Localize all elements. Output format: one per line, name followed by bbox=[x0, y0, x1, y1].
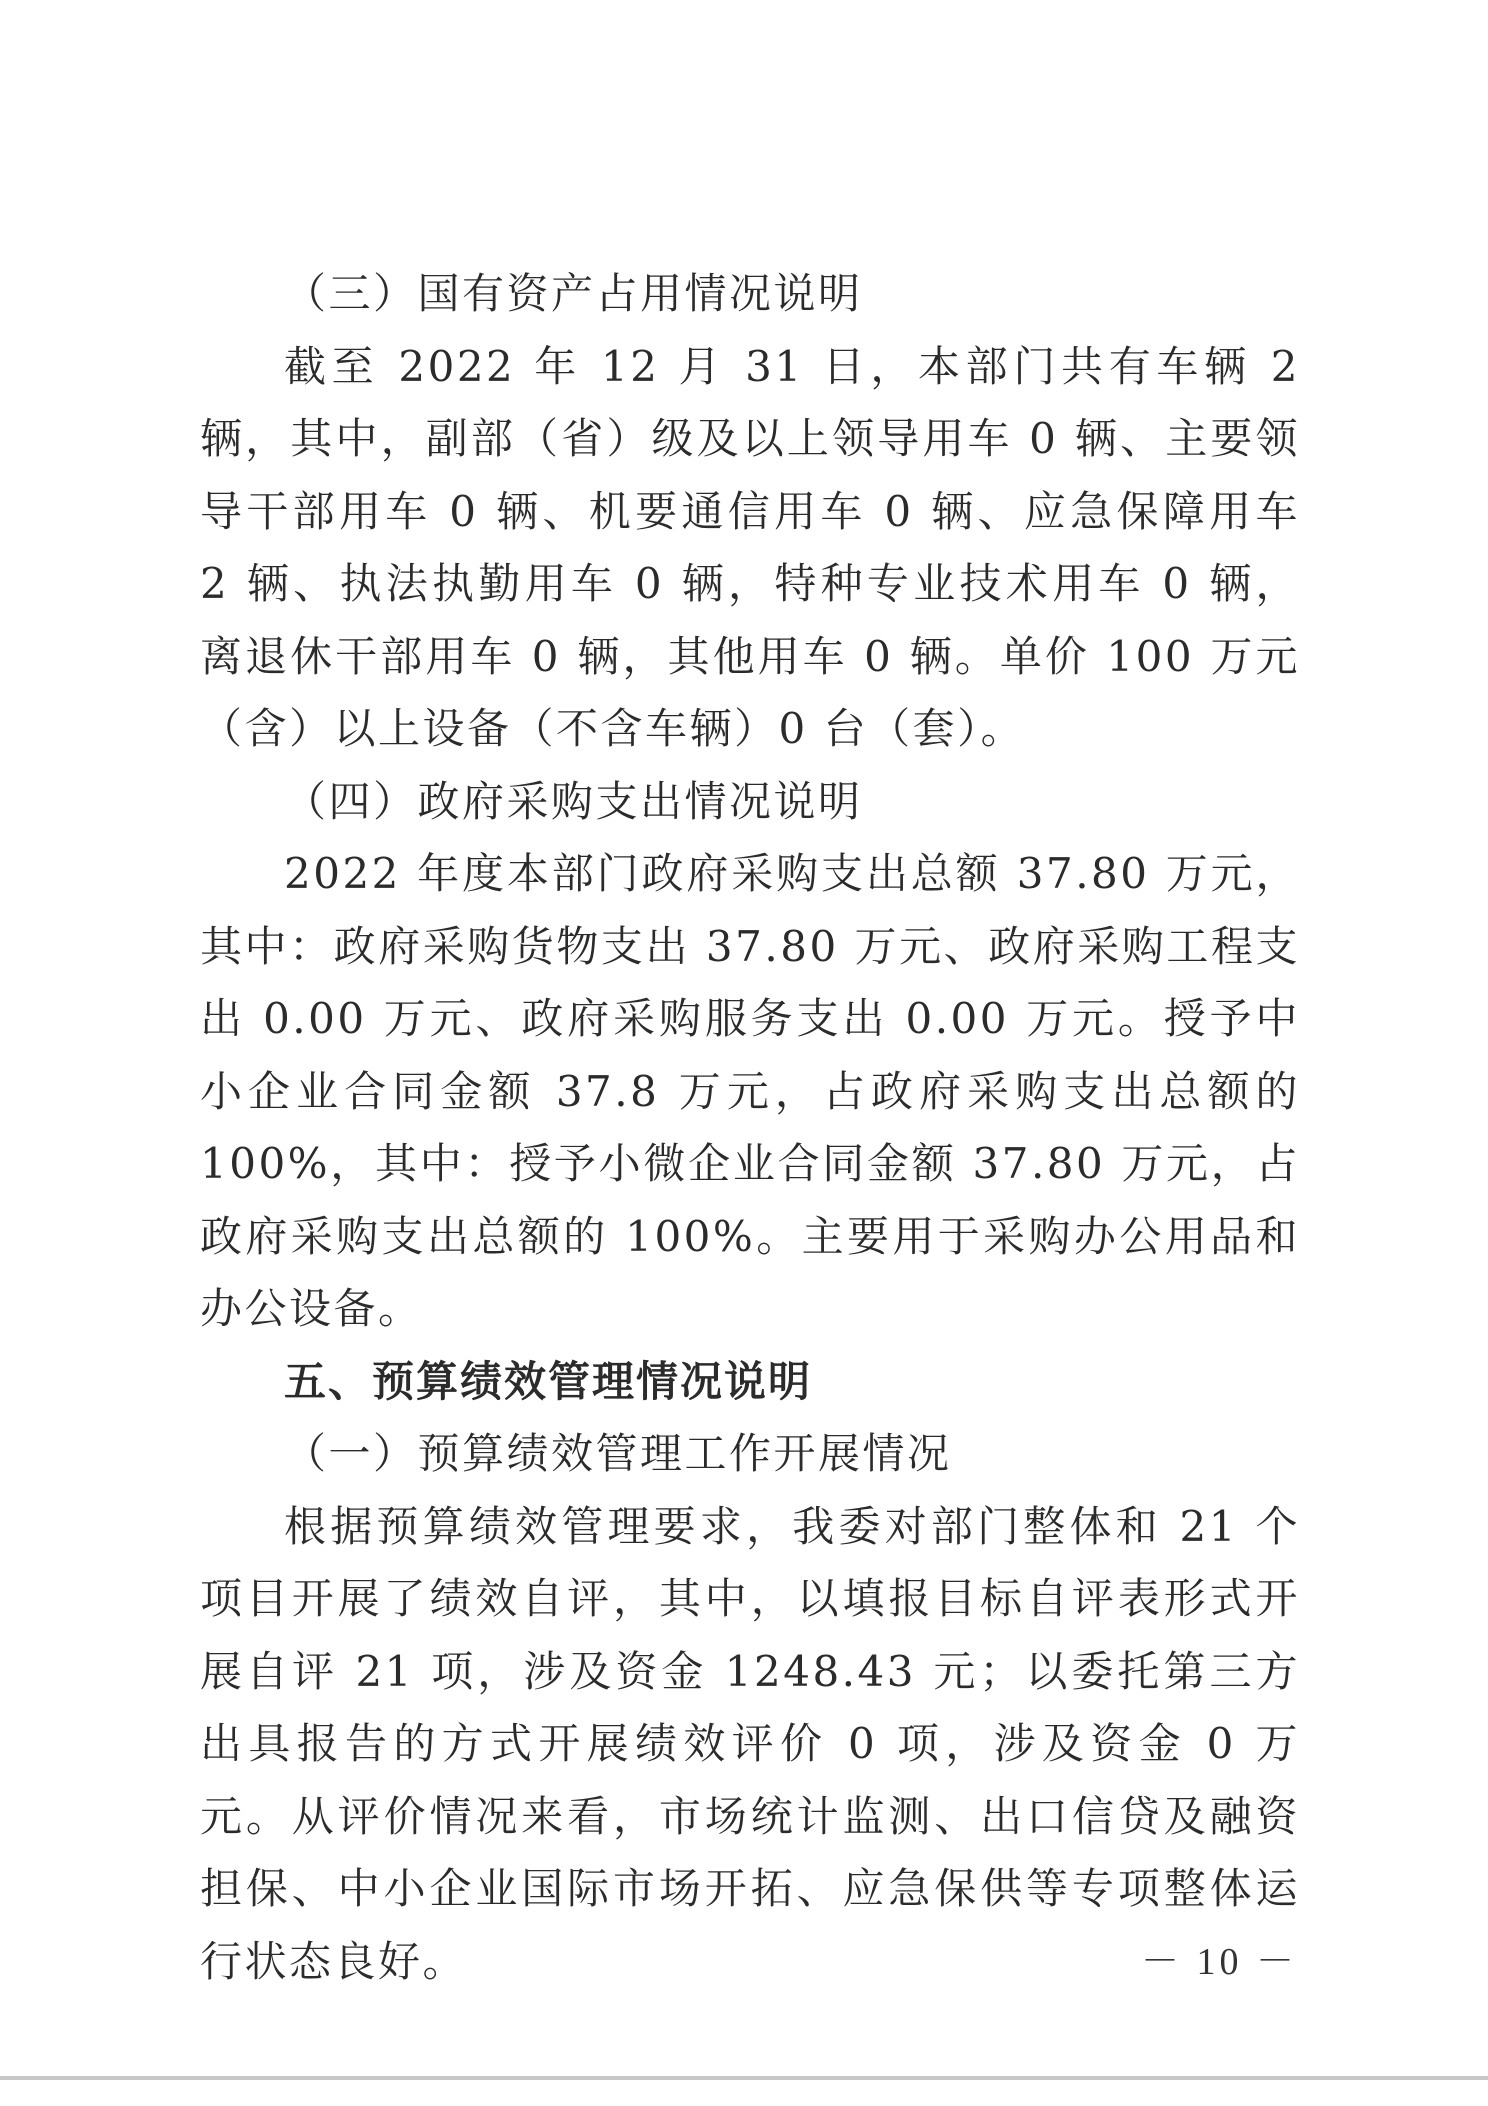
section-subheading-state-assets: （三）国有资产占用情况说明 bbox=[284, 269, 863, 318]
bottom-edge-line bbox=[0, 2076, 1488, 2080]
section-subheading-performance-work: （一）预算绩效管理工作开展情况 bbox=[284, 1429, 952, 1478]
paragraph-state-assets: 截至 2022 年 12 月 31 日，本部门共有车辆 2 辆，其中，副部（省）级及以上领导用车 0 辆、主要领导干部用车 0 辆、机要通信用车 0 辆、应急保障用车 2 辆、执法执勤用车 0 辆，特种专业技术用车 0 辆，离退休干部用车 0 辆，其他用车 0 辆。单价 100 万元（含）以上设备（不含车辆）0 台（套）。 bbox=[200, 341, 1300, 753]
section-subheading-procurement: （四）政府采购支出情况说明 bbox=[284, 776, 863, 826]
page-number: － 10 － bbox=[1140, 1941, 1298, 1983]
section-heading-performance: 五、预算绩效管理情况说明 bbox=[284, 1356, 813, 1406]
paragraph-performance-work: 根据预算绩效管理要求，我委对部门整体和 21 个项目开展了绩效自评，其中，以填报目标自评表形式开展自评 21 项，涉及资金 1248.43 元；以委托第三方出具报告的方式开展绩效评价 0 项，涉及资金 0 万元。从评价情况来看，市场统计监测、出口信贷及融资担保、中小企业国际市场开拓、应急保供等专项整体运行状态良好。 bbox=[200, 1501, 1300, 1986]
document-body bbox=[200, 258, 1300, 1998]
paragraph-procurement: 2022 年度本部门政府采购支出总额 37.80 万元，其中：政府采购货物支出 37.80 万元、政府采购工程支出 0.00 万元、政府采购服务支出 0.00 万元。授予中小企业合同金额 37.8 万元，占政府采购支出总额的 100%，其中：授予小微企业合同金额 37.80 万元，占政府采购支出总额的 100%。主要用于采购办公用品和办公设备。 bbox=[200, 849, 1300, 1333]
